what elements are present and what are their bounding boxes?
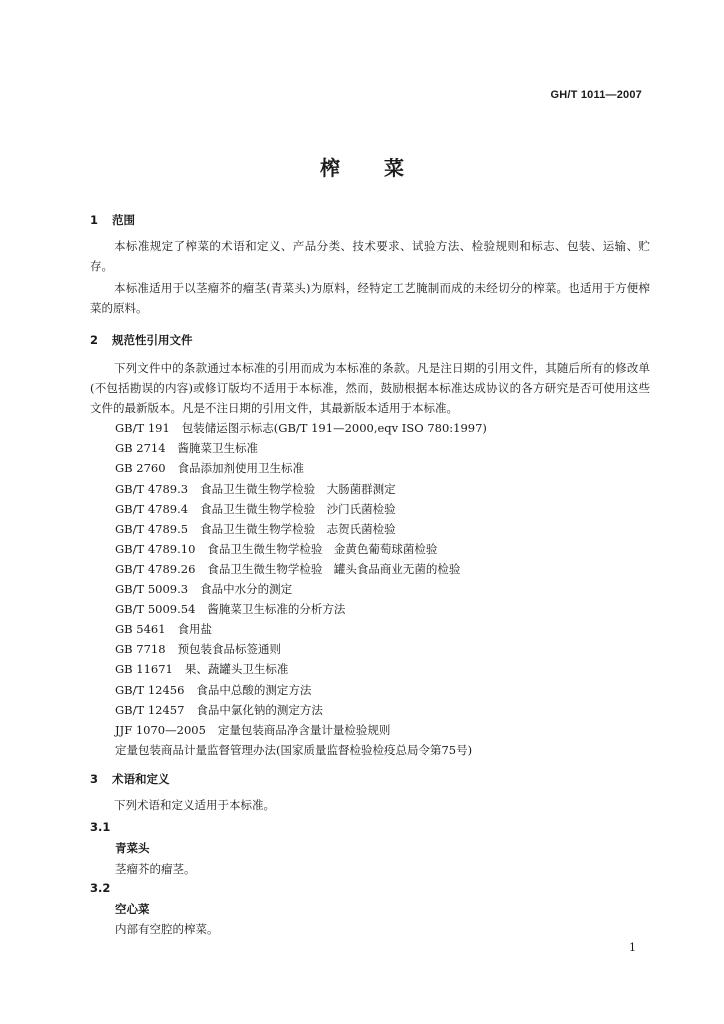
term-number: 3.2: [90, 881, 111, 895]
section-3-intro: 下列术语和定义适用于本标准。: [114, 798, 275, 812]
reference-item: [115, 621, 212, 637]
reference-title: 食品卫生微生物学检验 沙门氏菌检验: [200, 502, 396, 516]
reference-item: [115, 561, 460, 577]
reference-code: GB/T 12456: [115, 683, 185, 697]
reference-title: 食品卫生微生物学检验 志贺氏菌检验: [200, 522, 396, 536]
section-number: 1: [90, 213, 99, 227]
term-name: 青菜头: [115, 841, 150, 855]
section-number: 2: [90, 333, 99, 347]
reference-title: 食品中总酸的测定方法: [196, 683, 312, 697]
reference-code: GB 7718: [115, 642, 166, 656]
section-1-heading: [90, 212, 135, 228]
reference-item: [115, 440, 258, 456]
reference-code: GB 5461: [115, 622, 166, 636]
reference-title: 定量包装商品净含量计量检验规则: [217, 723, 391, 737]
reference-item: [115, 501, 396, 517]
reference-title: 预包装食品标签通则: [177, 642, 282, 656]
reference-code: GB/T 4789.3: [115, 482, 189, 496]
standard-code: GH/T 1011—2007: [550, 89, 642, 101]
reference-code: GB/T 191: [115, 421, 170, 435]
reference-code: GB/T 5009.54: [115, 602, 196, 616]
term-number: 3.1: [90, 820, 111, 834]
reference-item: [115, 702, 323, 718]
page-number: 1: [629, 941, 636, 954]
reference-title: 包装储运图示标志(GB/T 191—2000,eqv ISO 780:1997): [181, 421, 487, 435]
reference-item: [115, 722, 390, 738]
reference-item: [115, 682, 311, 698]
reference-item: [115, 481, 396, 497]
section-2-intro: 下列文件中的条款通过本标准的引用而成为本标准的条款。凡是注日期的引用文件，其随后所有的修改单(不包括勘误的内容)或修订版均不适用于本标准，然而，鼓励根据本标准达成协议的各方研究是否可使用这些文件的最新版本。凡是不注日期的引用文件，其最新版本适用于本标准。: [90, 361, 650, 415]
section-number: 3: [90, 772, 99, 786]
reference-item: [115, 601, 345, 617]
reference-item: [115, 641, 281, 657]
reference-title: 食品卫生微生物学检验 金黄色葡萄球菌检验: [207, 542, 438, 556]
section-title: 规范性引用文件: [112, 333, 193, 347]
reference-item: [115, 742, 472, 758]
reference-title: 食品添加剂使用卫生标准: [177, 461, 305, 475]
section-1-paragraph-1: 本标准规定了榨菜的术语和定义、产品分类、技术要求、试验方法、检验规则和标志、包装、运输、贮存。: [90, 239, 650, 273]
reference-item: [115, 661, 288, 677]
section-3-heading: [90, 771, 170, 787]
reference-title: 食品中水分的测定: [200, 582, 293, 596]
reference-code: GB 2760: [115, 461, 166, 475]
section-1-paragraph-2: 本标准适用于以茎瘤芥的瘤茎(青菜头)为原料，经特定工艺腌制而成的未经切分的榨菜。也适用于方便榨菜的原料。: [90, 281, 650, 315]
reference-code: GB/T 4789.10: [115, 542, 196, 556]
section-title: 范围: [112, 213, 135, 227]
reference-code: GB/T 4789.4: [115, 502, 189, 516]
term-definition: 茎瘤芥的瘤茎。: [115, 862, 196, 876]
reference-code: GB 2714: [115, 441, 166, 455]
reference-title: 食用盐: [177, 622, 213, 636]
term-definition: 内部有空腔的榨菜。: [115, 922, 219, 936]
reference-title: 酱腌菜卫生标准的分析方法: [207, 602, 346, 616]
reference-item: [115, 541, 437, 557]
reference-item: [115, 420, 487, 436]
section-title: 术语和定义: [112, 772, 170, 786]
reference-code: GB/T 4789.5: [115, 522, 189, 536]
term-name: 空心菜: [115, 902, 150, 916]
reference-title: 食品中氯化钠的测定方法: [196, 703, 323, 717]
reference-title: 食品卫生微生物学检验 大肠菌群测定: [200, 482, 396, 496]
reference-item: [115, 460, 304, 476]
reference-code: GB 11671: [115, 662, 173, 676]
document-title: 榨菜: [320, 156, 448, 180]
reference-code: GB/T 4789.26: [115, 562, 196, 576]
reference-code: GB/T 12457: [115, 703, 185, 717]
reference-item: [115, 581, 292, 597]
reference-title: 定量包装商品计量监督管理办法(国家质量监督检验检疫总局令第75号): [115, 743, 473, 757]
section-2-heading: [90, 332, 193, 348]
reference-code: GB/T 5009.3: [115, 582, 189, 596]
reference-title: 食品卫生微生物学检验 罐头食品商业无菌的检验: [207, 562, 461, 576]
reference-item: [115, 521, 396, 537]
reference-title: 酱腌菜卫生标准: [177, 441, 259, 455]
reference-code: JJF 1070—2005: [115, 723, 206, 737]
reference-title: 果、蔬罐头卫生标准: [184, 662, 289, 676]
